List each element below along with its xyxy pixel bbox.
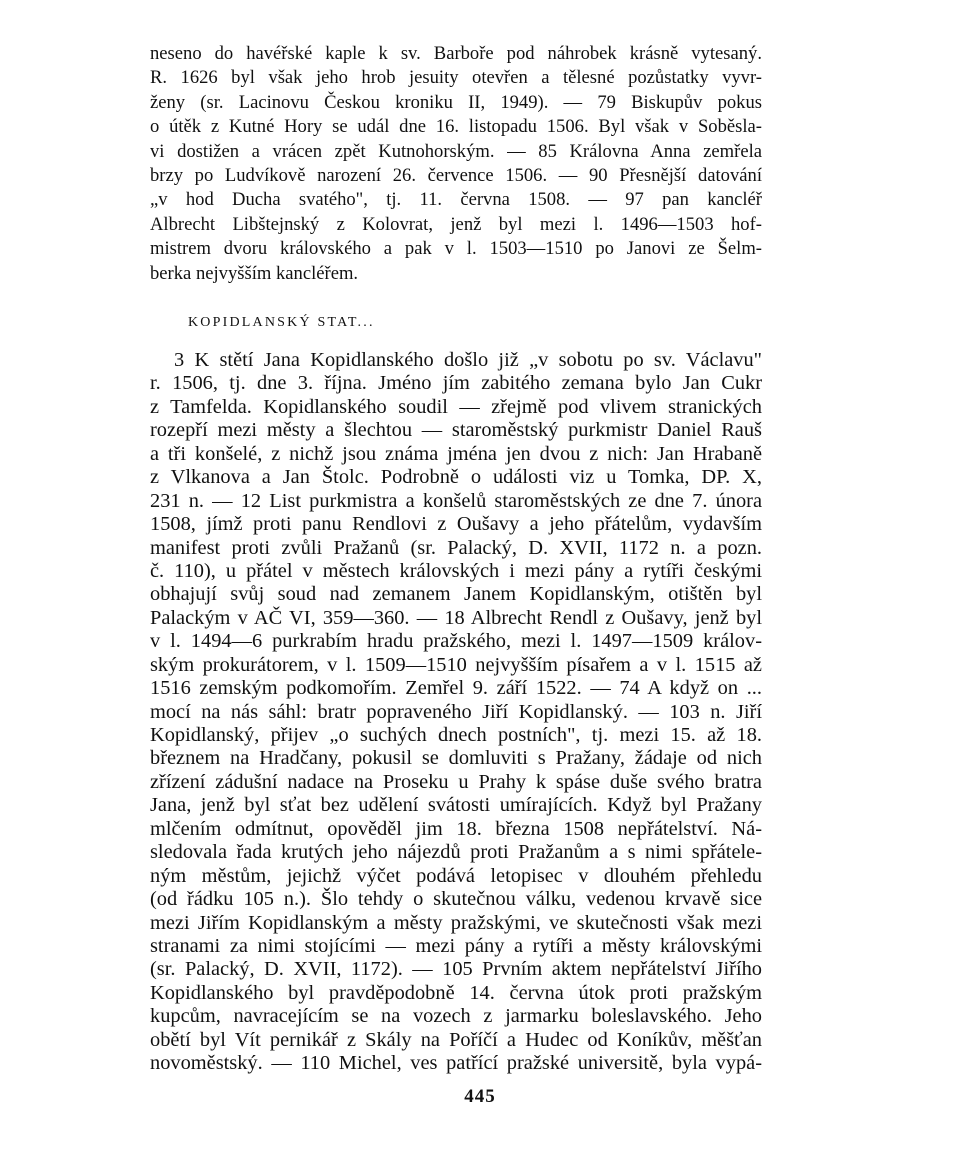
text-line: mezi Jiřím Kopidlanským a městy pražskými, ve skutečnosti však mezi: [150, 911, 762, 934]
text-line: mocí na nás sáhl: bratr popraveného Jiří Kopidlanský. — 103 n. Jiří: [150, 700, 762, 723]
text-line: manifest proti zvůli Pražanů (sr. Palacký, D. XVII, 1172 n. a pozn.: [150, 536, 762, 559]
text-line: berka nejvyšším kancléřem.: [150, 262, 359, 284]
text-line: neseno do havéřské kaple k sv. Barboře pod náhrobek krásně vytesaný.: [150, 43, 762, 64]
text-line: mlčením odmítnut, opověděl jim 18. března 1508 nepřátelství. Ná-: [150, 817, 762, 840]
text-line: obhajují svůj soud nad zemanem Janem Kopidlanským, otištěn byl: [150, 583, 762, 606]
text-line: Albrecht Libštejnský z Kolovrat, jenž byl mezi l. 1496—1503 hof-: [150, 213, 762, 235]
text-line: 231 n. — 12 List purkmistra a konšelů staroměstských ze dne 7. února: [150, 489, 762, 512]
section-heading: KOPIDLANSKÝ STAT...: [188, 315, 375, 330]
text-line: ným městům, jejichž výčet podává letopisec v dlouhém přehledu: [150, 864, 762, 887]
text-line: mistrem dvoru královského a pak v l. 1503—1510 po Janovi ze Šelm-: [150, 238, 762, 260]
text-line: kupcům, navracejícím se na vozech z jarmarku boleslavského. Jeho: [150, 1005, 762, 1028]
page-number: 445: [464, 1086, 496, 1107]
text-line: Kopidlanského byl pravděpodobně 14. června útok proti pražským: [150, 981, 762, 1004]
text-line: obětí byl Vít pernikář z Skály na Poříčí a Hudec od Koníkův, měšťan: [150, 1028, 762, 1051]
text-line: č. 110), u přátel v městech královských i mezi pány a rytíři českými: [150, 559, 762, 582]
text-line: z Vlkanova a Jan Štolc. Podrobně o události viz u Tomka, DP. X,: [150, 466, 762, 489]
text-line: R. 1626 byl však jeho hrob jesuity otevřen a tělesné pozůstatky vyvr-: [150, 67, 762, 89]
text-line: Jana, jenž byl sťat bez udělení svátosti umírajících. Když byl Pražany: [150, 794, 762, 817]
text-line: vi dostižen a vrácen zpět Kutnohorským. — 85 Královna Anna zemřela: [150, 140, 762, 162]
text-line: 3 K stětí Jana Kopidlanského došlo již „v sobotu po sv. Václavu": [174, 349, 762, 371]
text-line: a tři konšelé, z nichž jsou známa jména jen dvou z nich: Jan Hrabaně: [150, 442, 762, 465]
text-line: Kopidlanský, přijev „o suchých dnech postních", tj. mezi 15. až 18.: [150, 724, 762, 746]
text-line: sledovala řada krutých jeho nájezdů proti Pražanům a s nimi spřátele-: [150, 841, 762, 864]
text-line: ženy (sr. Lacinovu Českou kroniku II, 1949). — 79 Biskupův pokus: [150, 91, 762, 113]
text-line: Palackým v AČ VI, 359—360. — 18 Albrecht Rendl z Oušavy, jenž byl: [150, 606, 762, 629]
text-line: o útěk z Kutné Hory se udál dne 16. listopadu 1506. Byl však v Soběsla-: [150, 116, 762, 138]
text-line: (od řádku 105 n.). Šlo tehdy o skutečnou válku, vedenou krvavě sice: [150, 888, 762, 911]
text-line: stranami za nimi stojícími — mezi pány a rytíři a městy královskými: [150, 934, 762, 957]
text-line: novoměstský. — 110 Michel, ves patřící pražské universitě, byla vypá-: [150, 1052, 762, 1075]
notes-main-block: [150, 349, 762, 1076]
text-line: zřízení zádušní nadace na Proseku u Prahy k spáse duše svého bratra: [150, 770, 762, 793]
text-line: z Tamfelda. Kopidlanského soudil — zřejmě pod vlivem stranických: [150, 395, 762, 418]
notes-top-block: [150, 42, 762, 286]
text-line: březnem na Hradčany, pokusil se domluviti s Pražany, žádaje od nich: [150, 747, 762, 770]
text-line: (sr. Palacký, D. XVII, 1172). — 105 Prvním aktem nepřátelství Jiřího: [150, 958, 762, 981]
text-line: v l. 1494—6 purkrabím hradu pražského, mezi l. 1497—1509 králov-: [150, 630, 762, 653]
text-line: 1508, jímž proti panu Rendlovi z Oušavy a jeho přátelům, vydavším: [150, 513, 762, 536]
text-line: rozepří mezi městy a šlechtou — staroměstský purkmistr Daniel Rauš: [150, 419, 762, 442]
text-line: 1516 zemským podkomořím. Zemřel 9. září 1522. — 74 A když on ...: [150, 677, 762, 700]
text-line: ským prokurátorem, v l. 1509—1510 nejvyšším písařem a v l. 1515 až: [150, 653, 762, 676]
text-line: „v hod Ducha svatého", tj. 11. června 1508. — 97 pan kancléř: [150, 189, 762, 211]
text-line: r. 1506, tj. dne 3. října. Jméno jím zabitého zemana bylo Jan Cukr: [150, 372, 762, 395]
text-line: brzy po Ludvíkově narození 26. července 1506. — 90 Přesnější datování: [150, 164, 762, 186]
